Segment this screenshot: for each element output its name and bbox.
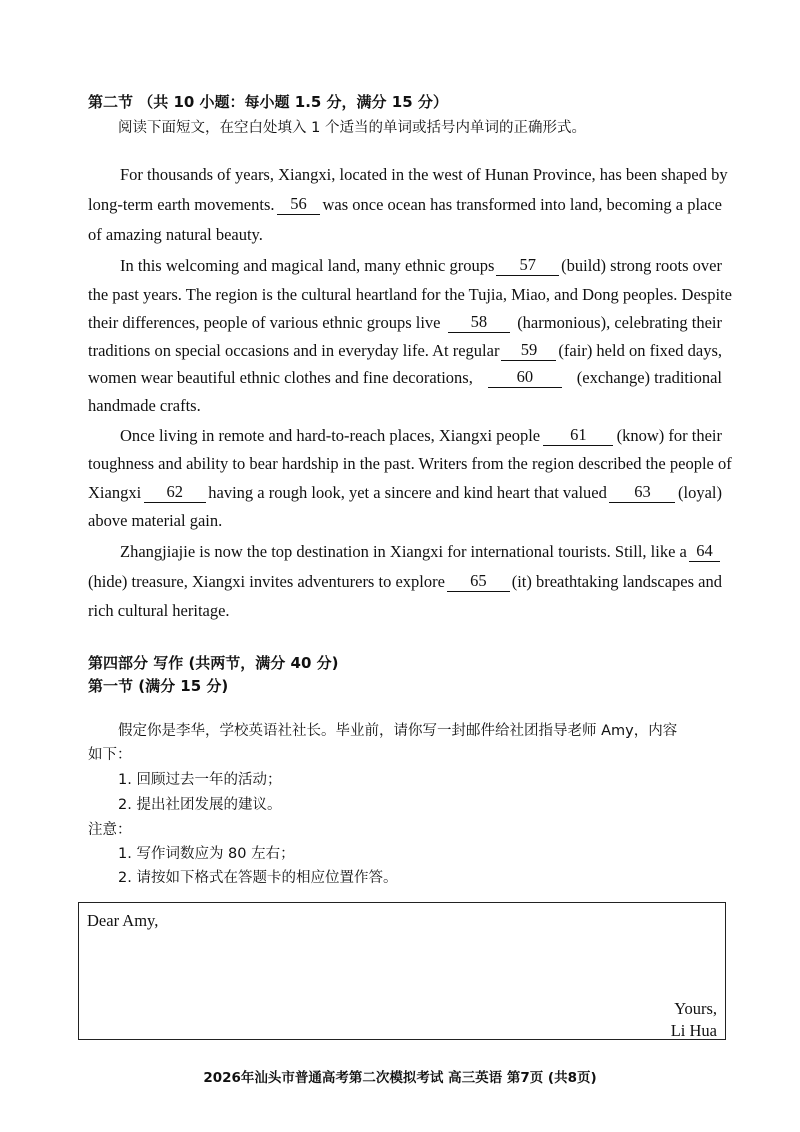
passage-line: above material gain.	[88, 511, 223, 530]
blank-60: 60	[488, 368, 562, 388]
letter-closing: Yours,	[674, 999, 717, 1018]
passage-line: Zhangjiajie is now the top destination in Xiangxi for international tourists. Still, like a 64	[120, 542, 722, 562]
prompt-item: 2. 提出社团发展的建议。	[118, 797, 282, 813]
writing-prompt: 假定你是李华，学校英语社社长。毕业前，请你写一封邮件给社团指导老师 Amy，内容	[118, 723, 678, 739]
blank-59: 59	[501, 341, 556, 361]
note-item: 1. 写作词数应为 80 左右；	[118, 846, 295, 862]
blank-62: 62	[144, 483, 206, 503]
section-instruction: 阅读下面短文，在空白处填入 1 个适当的单词或括号内单词的正确形式。	[118, 120, 586, 136]
letter-signature: Li Hua	[670, 1021, 717, 1040]
passage-line: (hide) treasure, Xiangxi invites adventurers to explore 65 (it) breathtaking landscapes and	[88, 571, 722, 591]
passage-line: Once living in remote and hard-to-reach places, Xiangxi people 61 (know) for their	[120, 425, 722, 445]
blank-64: 64	[689, 542, 720, 562]
passage-line: handmade crafts.	[88, 396, 201, 415]
passage-line: long-term earth movements. 56 was once ocean has transformed into land, becoming a place	[88, 194, 722, 214]
blank-58: 58	[448, 313, 510, 333]
section-heading: 第二节 （共 10 小题：每小题 1.5 分，满分 15 分）	[88, 93, 448, 111]
blank-61: 61	[543, 426, 613, 446]
prompt-item: 1. 回顾过去一年的活动；	[118, 772, 282, 788]
blank-57: 57	[496, 256, 559, 276]
passage-line: traditions on special occasions and in everyday life. At regular 59 (fair) held on fixed days,	[88, 340, 722, 360]
passage-line: their differences, people of various ethnic groups live 58 (harmonious), celebrating their	[88, 312, 722, 332]
passage-line: Xiangxi 62 having a rough look, yet a sincere and kind heart that valued 63 (loyal)	[88, 482, 722, 502]
letter-box	[78, 902, 726, 1040]
passage-line: women wear beautiful ethnic clothes and fine decorations, 60 (exchange) traditional	[88, 367, 722, 387]
passage-line: the past years. The region is the cultural heartland for the Tujia, Miao, and Dong peoples. Despite	[88, 285, 732, 304]
passage-line: rich cultural heritage.	[88, 601, 230, 620]
note-item: 2. 请按如下格式在答题卡的相应位置作答。	[118, 870, 398, 886]
section-heading: 第一节 (满分 15 分)	[88, 677, 229, 695]
passage-line: of amazing natural beauty.	[88, 225, 263, 244]
part-heading: 第四部分 写作 (共两节，满分 40 分)	[88, 654, 339, 672]
blank-63: 63	[609, 483, 675, 503]
letter-greeting: Dear Amy,	[87, 911, 159, 930]
writing-prompt: 如下：	[88, 747, 132, 763]
blank-65: 65	[447, 572, 510, 592]
page-footer: 2026年汕头市普通高考第二次模拟考试 高三英语 第7页 (共8页)	[203, 1070, 597, 1086]
passage-line: In this welcoming and magical land, many ethnic groups 57 (build) strong roots over	[120, 255, 722, 275]
passage-line: toughness and ability to bear hardship in the past. Writers from the region described the people of	[88, 454, 732, 473]
blank-56: 56	[277, 195, 321, 215]
passage-line: For thousands of years, Xiangxi, located in the west of Hunan Province, has been shaped by	[120, 165, 728, 184]
notes-label: 注意：	[88, 822, 132, 838]
